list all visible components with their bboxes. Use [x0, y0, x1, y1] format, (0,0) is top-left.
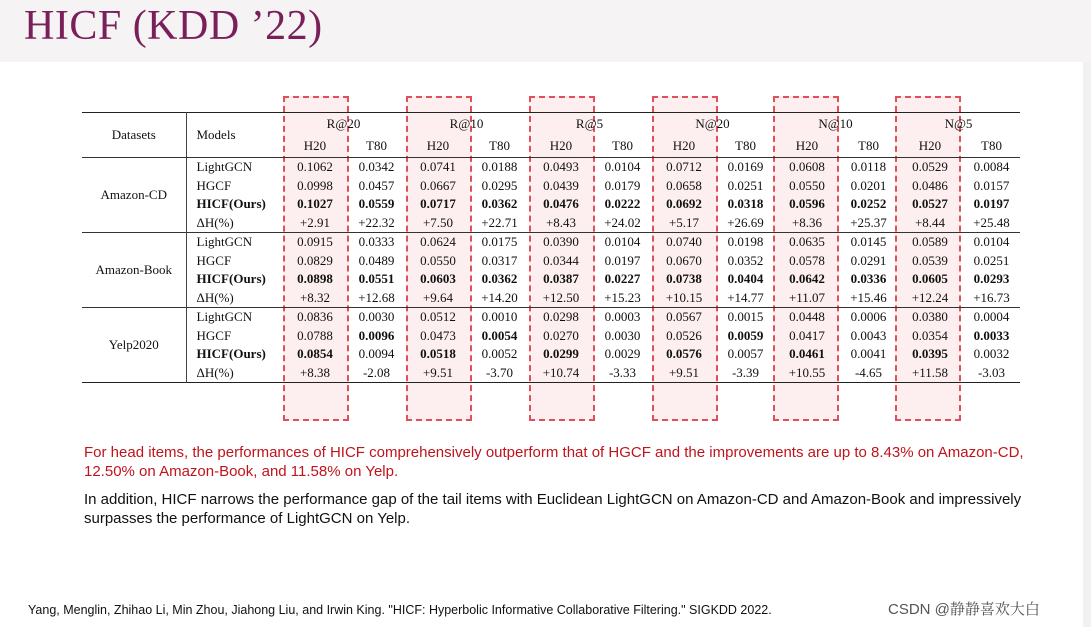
- model-label: HGCF: [196, 177, 232, 193]
- tail-items-note: In addition, HICF narrows the performance gap of the tail items with Euclidean LightGCN on Amazon-CD and Amazon-Book and impressively surpasses the performance of LightGCN on Yelp.: [84, 491, 1022, 527]
- value-cell: 0.1062: [282, 158, 348, 177]
- table-row: [82, 289, 1020, 308]
- sub-header-t80: T80: [594, 135, 651, 158]
- value-cell: +2.91: [299, 214, 331, 230]
- value-cell: 0.0717: [420, 196, 456, 211]
- value-cell: +15.23: [604, 289, 641, 305]
- model-label: LightGCN: [186, 158, 282, 177]
- value-cell: 0.0829: [297, 252, 333, 268]
- value-cell: 0.0198: [717, 233, 774, 252]
- sub-header-h20: H20: [651, 135, 717, 158]
- value-cell: 0.0395: [912, 346, 948, 361]
- value-cell: +25.37: [850, 214, 887, 230]
- model-label: ΔH(%): [196, 364, 234, 380]
- head-items-note: For head items, the performances of HICF comprehensively outperform that of HGCF and the improvements are up to 8.43% on Amazon-CD, 12.50% on Amazon-Book, and 11.58% on Yelp.: [84, 444, 1024, 480]
- model-label: LightGCN: [186, 233, 282, 252]
- value-cell: 0.0188: [471, 158, 528, 177]
- value-cell: 0.0576: [666, 346, 702, 361]
- value-cell: 0.0104: [963, 233, 1020, 252]
- value-cell: 0.0270: [543, 327, 579, 343]
- value-cell: 0.0222: [604, 196, 641, 211]
- table-row: [82, 214, 1020, 233]
- value-cell: +11.07: [788, 289, 826, 305]
- value-cell: 0.0605: [912, 271, 948, 286]
- value-cell: 0.0293: [973, 271, 1010, 286]
- value-cell: 0.0448: [774, 308, 840, 327]
- value-cell: 0.0486: [912, 177, 948, 193]
- citation: Yang, Menglin, Zhihao Li, Min Zhou, Jiahong Liu, and Irwin King. "HICF: Hyperbolic Informative Collaborative Filtering." SIGKDD 2022.: [28, 603, 772, 617]
- value-cell: 0.0104: [594, 233, 651, 252]
- value-cell: 0.0118: [840, 158, 897, 177]
- metric-header: N@20: [695, 116, 730, 131]
- value-cell: 0.0318: [727, 196, 764, 211]
- value-cell: +8.36: [791, 214, 823, 230]
- value-cell: 0.0032: [973, 346, 1010, 361]
- value-cell: 0.0251: [727, 177, 764, 193]
- value-cell: 0.0015: [717, 308, 774, 327]
- value-cell: 0.0006: [840, 308, 897, 327]
- value-cell: 0.0512: [405, 308, 471, 327]
- value-cell: 0.0539: [912, 252, 948, 268]
- model-label: HGCF: [196, 252, 232, 268]
- value-cell: +14.20: [481, 289, 518, 305]
- sub-header-h20: H20: [528, 135, 594, 158]
- value-cell: +8.38: [299, 364, 331, 380]
- value-cell: 0.0624: [405, 233, 471, 252]
- value-cell: +9.51: [422, 364, 454, 380]
- results-table-wrap: [82, 112, 1020, 383]
- value-cell: 0.0642: [789, 271, 825, 286]
- value-cell: +8.43: [545, 214, 577, 230]
- value-cell: +26.69: [727, 214, 764, 230]
- sub-header-h20: H20: [774, 135, 840, 158]
- value-cell: 0.0333: [348, 233, 405, 252]
- value-cell: 0.0010: [471, 308, 528, 327]
- value-cell: 0.0197: [604, 252, 641, 268]
- value-cell: 0.0836: [282, 308, 348, 327]
- model-label: ΔH(%): [196, 214, 234, 230]
- slide-title: HICF (KDD ’22): [24, 3, 323, 49]
- value-cell: 0.0578: [789, 252, 825, 268]
- value-cell: 0.1027: [297, 196, 333, 211]
- table-row: [82, 270, 1020, 289]
- value-cell: +5.17: [668, 214, 700, 230]
- value-cell: 0.0658: [666, 177, 702, 193]
- value-cell: +22.32: [358, 214, 395, 230]
- value-cell: 0.0157: [973, 177, 1010, 193]
- sub-header-t80: T80: [471, 135, 528, 158]
- value-cell: 0.0635: [774, 233, 840, 252]
- value-cell: 0.0404: [727, 271, 764, 286]
- value-cell: 0.0362: [481, 196, 518, 211]
- value-cell: 0.0096: [358, 327, 395, 343]
- value-cell: 0.0251: [973, 252, 1010, 268]
- table-row: [82, 158, 1020, 177]
- value-cell: 0.0476: [543, 196, 579, 211]
- dataset-label: Yelp2020: [82, 308, 186, 383]
- value-cell: 0.0043: [850, 327, 887, 343]
- right-edge: [1083, 62, 1091, 627]
- value-cell: 0.0387: [543, 271, 579, 286]
- value-cell: -3.03: [977, 364, 1006, 380]
- value-cell: 0.0201: [850, 177, 887, 193]
- table-row: [82, 327, 1020, 346]
- sub-header-t80: T80: [717, 135, 774, 158]
- value-cell: -3.33: [608, 364, 637, 380]
- value-cell: +15.46: [850, 289, 887, 305]
- metric-header: R@5: [575, 116, 604, 131]
- value-cell: 0.0299: [543, 346, 579, 361]
- value-cell: 0.0551: [358, 271, 395, 286]
- value-cell: +25.48: [973, 214, 1010, 230]
- metric-header: R@10: [449, 116, 484, 131]
- value-cell: 0.0493: [528, 158, 594, 177]
- value-cell: 0.0390: [528, 233, 594, 252]
- metric-header: R@20: [326, 116, 361, 131]
- value-cell: 0.0342: [348, 158, 405, 177]
- value-cell: 0.0197: [973, 196, 1010, 211]
- value-cell: +16.73: [973, 289, 1010, 305]
- value-cell: 0.0741: [405, 158, 471, 177]
- value-cell: +9.64: [422, 289, 454, 305]
- model-label: HGCF: [196, 327, 232, 343]
- value-cell: 0.0738: [666, 271, 702, 286]
- value-cell: 0.0527: [912, 196, 948, 211]
- model-label: LightGCN: [186, 308, 282, 327]
- value-cell: 0.0295: [481, 177, 518, 193]
- table-row: [82, 195, 1020, 214]
- value-cell: 0.0354: [912, 327, 948, 343]
- value-cell: 0.0057: [727, 346, 764, 361]
- table-row: [82, 177, 1020, 196]
- model-label: ΔH(%): [196, 289, 234, 305]
- value-cell: -3.70: [485, 364, 514, 380]
- value-cell: 0.0788: [297, 327, 333, 343]
- value-cell: 0.0054: [481, 327, 518, 343]
- value-cell: +12.24: [911, 289, 949, 305]
- value-cell: +12.50: [542, 289, 580, 305]
- value-cell: 0.0854: [297, 346, 333, 361]
- value-cell: 0.0417: [789, 327, 825, 343]
- value-cell: 0.0227: [604, 271, 641, 286]
- value-cell: 0.0898: [297, 271, 333, 286]
- value-cell: 0.0029: [604, 346, 641, 361]
- value-cell: 0.0291: [850, 252, 887, 268]
- value-cell: +7.50: [422, 214, 454, 230]
- table-row: [82, 345, 1020, 364]
- value-cell: 0.0457: [358, 177, 395, 193]
- value-cell: 0.0489: [358, 252, 395, 268]
- value-cell: 0.0033: [973, 327, 1010, 343]
- model-label: HICF(Ours): [196, 346, 266, 361]
- value-cell: +8.32: [299, 289, 331, 305]
- datasets-header: Datasets: [82, 113, 186, 158]
- value-cell: 0.0461: [789, 346, 825, 361]
- value-cell: -3.39: [731, 364, 760, 380]
- value-cell: 0.0094: [358, 346, 395, 361]
- value-cell: -4.65: [854, 364, 883, 380]
- value-cell: 0.0915: [282, 233, 348, 252]
- value-cell: -2.08: [362, 364, 391, 380]
- table-body: [82, 158, 1020, 383]
- value-cell: 0.0439: [543, 177, 579, 193]
- value-cell: 0.0336: [850, 271, 887, 286]
- value-cell: 0.0175: [471, 233, 528, 252]
- value-cell: 0.0529: [897, 158, 963, 177]
- table-row: [82, 364, 1020, 383]
- dataset-label: Amazon-CD: [82, 158, 186, 233]
- sub-header-h20: H20: [282, 135, 348, 158]
- metric-header-row: [82, 113, 1020, 136]
- value-cell: 0.0567: [651, 308, 717, 327]
- model-label: HICF(Ours): [196, 196, 266, 211]
- metric-header: N@10: [818, 116, 853, 131]
- value-cell: 0.0344: [543, 252, 579, 268]
- value-cell: +22.71: [481, 214, 518, 230]
- value-cell: +8.44: [914, 214, 946, 230]
- value-cell: 0.0179: [604, 177, 641, 193]
- value-cell: 0.0252: [850, 196, 887, 211]
- value-cell: 0.0380: [897, 308, 963, 327]
- value-cell: 0.0518: [420, 346, 456, 361]
- value-cell: 0.0317: [481, 252, 518, 268]
- table-row: [82, 308, 1020, 327]
- table-row: [82, 252, 1020, 271]
- value-cell: 0.0670: [666, 252, 702, 268]
- value-cell: 0.0526: [666, 327, 702, 343]
- value-cell: 0.0603: [420, 271, 456, 286]
- value-cell: 0.0169: [717, 158, 774, 177]
- value-cell: 0.0003: [594, 308, 651, 327]
- dataset-label: Amazon-Book: [82, 233, 186, 308]
- value-cell: 0.0740: [651, 233, 717, 252]
- value-cell: +9.51: [668, 364, 700, 380]
- value-cell: +10.74: [542, 364, 580, 380]
- value-cell: 0.0550: [420, 252, 456, 268]
- value-cell: 0.0052: [481, 346, 518, 361]
- sub-header-t80: T80: [963, 135, 1020, 158]
- value-cell: +10.15: [665, 289, 703, 305]
- value-cell: +12.68: [358, 289, 395, 305]
- value-cell: +24.02: [604, 214, 641, 230]
- value-cell: 0.0145: [840, 233, 897, 252]
- sub-header-h20: H20: [405, 135, 471, 158]
- value-cell: 0.0667: [420, 177, 456, 193]
- value-cell: 0.0559: [358, 196, 395, 211]
- table-row: [82, 233, 1020, 252]
- value-cell: 0.0084: [963, 158, 1020, 177]
- value-cell: 0.0030: [604, 327, 641, 343]
- value-cell: 0.0596: [789, 196, 825, 211]
- value-cell: 0.0589: [897, 233, 963, 252]
- sub-header-h20: H20: [897, 135, 963, 158]
- value-cell: +10.55: [788, 364, 826, 380]
- value-cell: 0.0030: [348, 308, 405, 327]
- value-cell: 0.0608: [774, 158, 840, 177]
- value-cell: 0.0550: [789, 177, 825, 193]
- models-header: Models: [186, 113, 282, 158]
- value-cell: 0.0004: [963, 308, 1020, 327]
- value-cell: 0.0352: [727, 252, 764, 268]
- value-cell: 0.0362: [481, 271, 518, 286]
- model-label: HICF(Ours): [196, 271, 266, 286]
- value-cell: 0.0104: [594, 158, 651, 177]
- value-cell: +14.77: [727, 289, 764, 305]
- sub-header-t80: T80: [840, 135, 897, 158]
- value-cell: 0.0298: [528, 308, 594, 327]
- value-cell: 0.0692: [666, 196, 702, 211]
- metric-header: N@5: [944, 116, 973, 131]
- watermark: CSDN @静静喜欢大白: [888, 601, 1040, 618]
- value-cell: +11.58: [911, 364, 949, 380]
- results-table: [82, 112, 1020, 383]
- value-cell: 0.0473: [420, 327, 456, 343]
- sub-header-t80: T80: [348, 135, 405, 158]
- value-cell: 0.0998: [297, 177, 333, 193]
- value-cell: 0.0712: [651, 158, 717, 177]
- value-cell: 0.0059: [727, 327, 764, 343]
- value-cell: 0.0041: [850, 346, 887, 361]
